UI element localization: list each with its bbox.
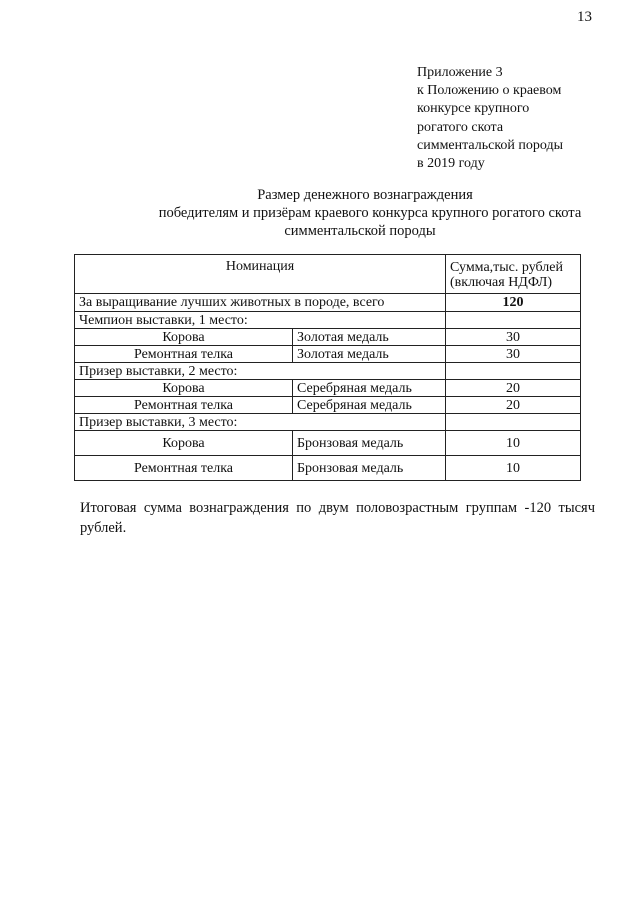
title-line-1: Размер денежного вознаграждения	[257, 187, 473, 203]
medal-cell: Золотая медаль	[293, 346, 446, 363]
header-nomination: Номинация	[75, 255, 446, 294]
empty-cell	[446, 312, 581, 329]
appendix-line: конкурсе крупного	[417, 101, 530, 117]
amount-cell: 30	[446, 329, 581, 346]
page-number: 13	[577, 9, 592, 25]
table-row-group	[75, 414, 581, 431]
table-row	[75, 380, 581, 397]
amount-cell: 10	[446, 431, 581, 456]
category-cell: Корова	[75, 431, 293, 456]
document-title	[60, 186, 640, 240]
amount-cell: 30	[446, 346, 581, 363]
amount-cell: 10	[446, 456, 581, 481]
appendix-line: рогатого скота	[417, 119, 504, 135]
header-sum	[446, 255, 581, 294]
table-row	[75, 456, 581, 481]
group-label: Призер выставки, 3 место:	[75, 414, 446, 431]
category-cell: Ремонтная телка	[75, 456, 293, 481]
total-value: 120	[446, 294, 581, 312]
amount-cell: 20	[446, 397, 581, 414]
group-label: Призер выставки, 2 место:	[75, 363, 446, 380]
category-cell: Ремонтная телка	[75, 397, 293, 414]
category-cell: Корова	[75, 380, 293, 397]
table-row-group	[75, 312, 581, 329]
appendix-line: в 2019 году	[417, 156, 485, 172]
medal-cell: Золотая медаль	[293, 329, 446, 346]
table-row-total	[75, 294, 581, 312]
appendix-line: симментальской породы	[417, 137, 564, 153]
header-sum-line-2: (включая НДФЛ)	[450, 275, 553, 290]
table-row-group	[75, 363, 581, 380]
medal-cell: Бронзовая медаль	[293, 456, 446, 481]
closing-paragraph: Итоговая сумма вознаграждения по двум половозрастным группам -120 тысяч рублей.	[80, 500, 595, 536]
amount-cell: 20	[446, 380, 581, 397]
appendix-line: Приложение 3	[417, 65, 503, 80]
title-line-2: победителям и призёрам краевого конкурса крупного рогатого скота	[158, 205, 582, 221]
medal-cell: Серебряная медаль	[293, 380, 446, 397]
title-line-3: симментальской породы	[284, 223, 436, 239]
group-label: Чемпион выставки, 1 место:	[75, 312, 446, 329]
table-row	[75, 431, 581, 456]
empty-cell	[446, 414, 581, 431]
category-cell: Ремонтная телка	[75, 346, 293, 363]
total-label: За выращивание лучших животных в породе, всего	[75, 294, 446, 312]
appendix-line: к Положению о краевом	[417, 83, 562, 99]
header-sum-line-1: Сумма,тыс. рублей	[450, 260, 563, 275]
awards-table	[74, 254, 581, 481]
appendix-reference	[417, 64, 617, 173]
table-row	[75, 397, 581, 414]
empty-cell	[446, 363, 581, 380]
medal-cell: Бронзовая медаль	[293, 431, 446, 456]
category-cell: Корова	[75, 329, 293, 346]
table-header-row	[75, 255, 581, 294]
table-row	[75, 329, 581, 346]
table-row	[75, 346, 581, 363]
medal-cell: Серебряная медаль	[293, 397, 446, 414]
